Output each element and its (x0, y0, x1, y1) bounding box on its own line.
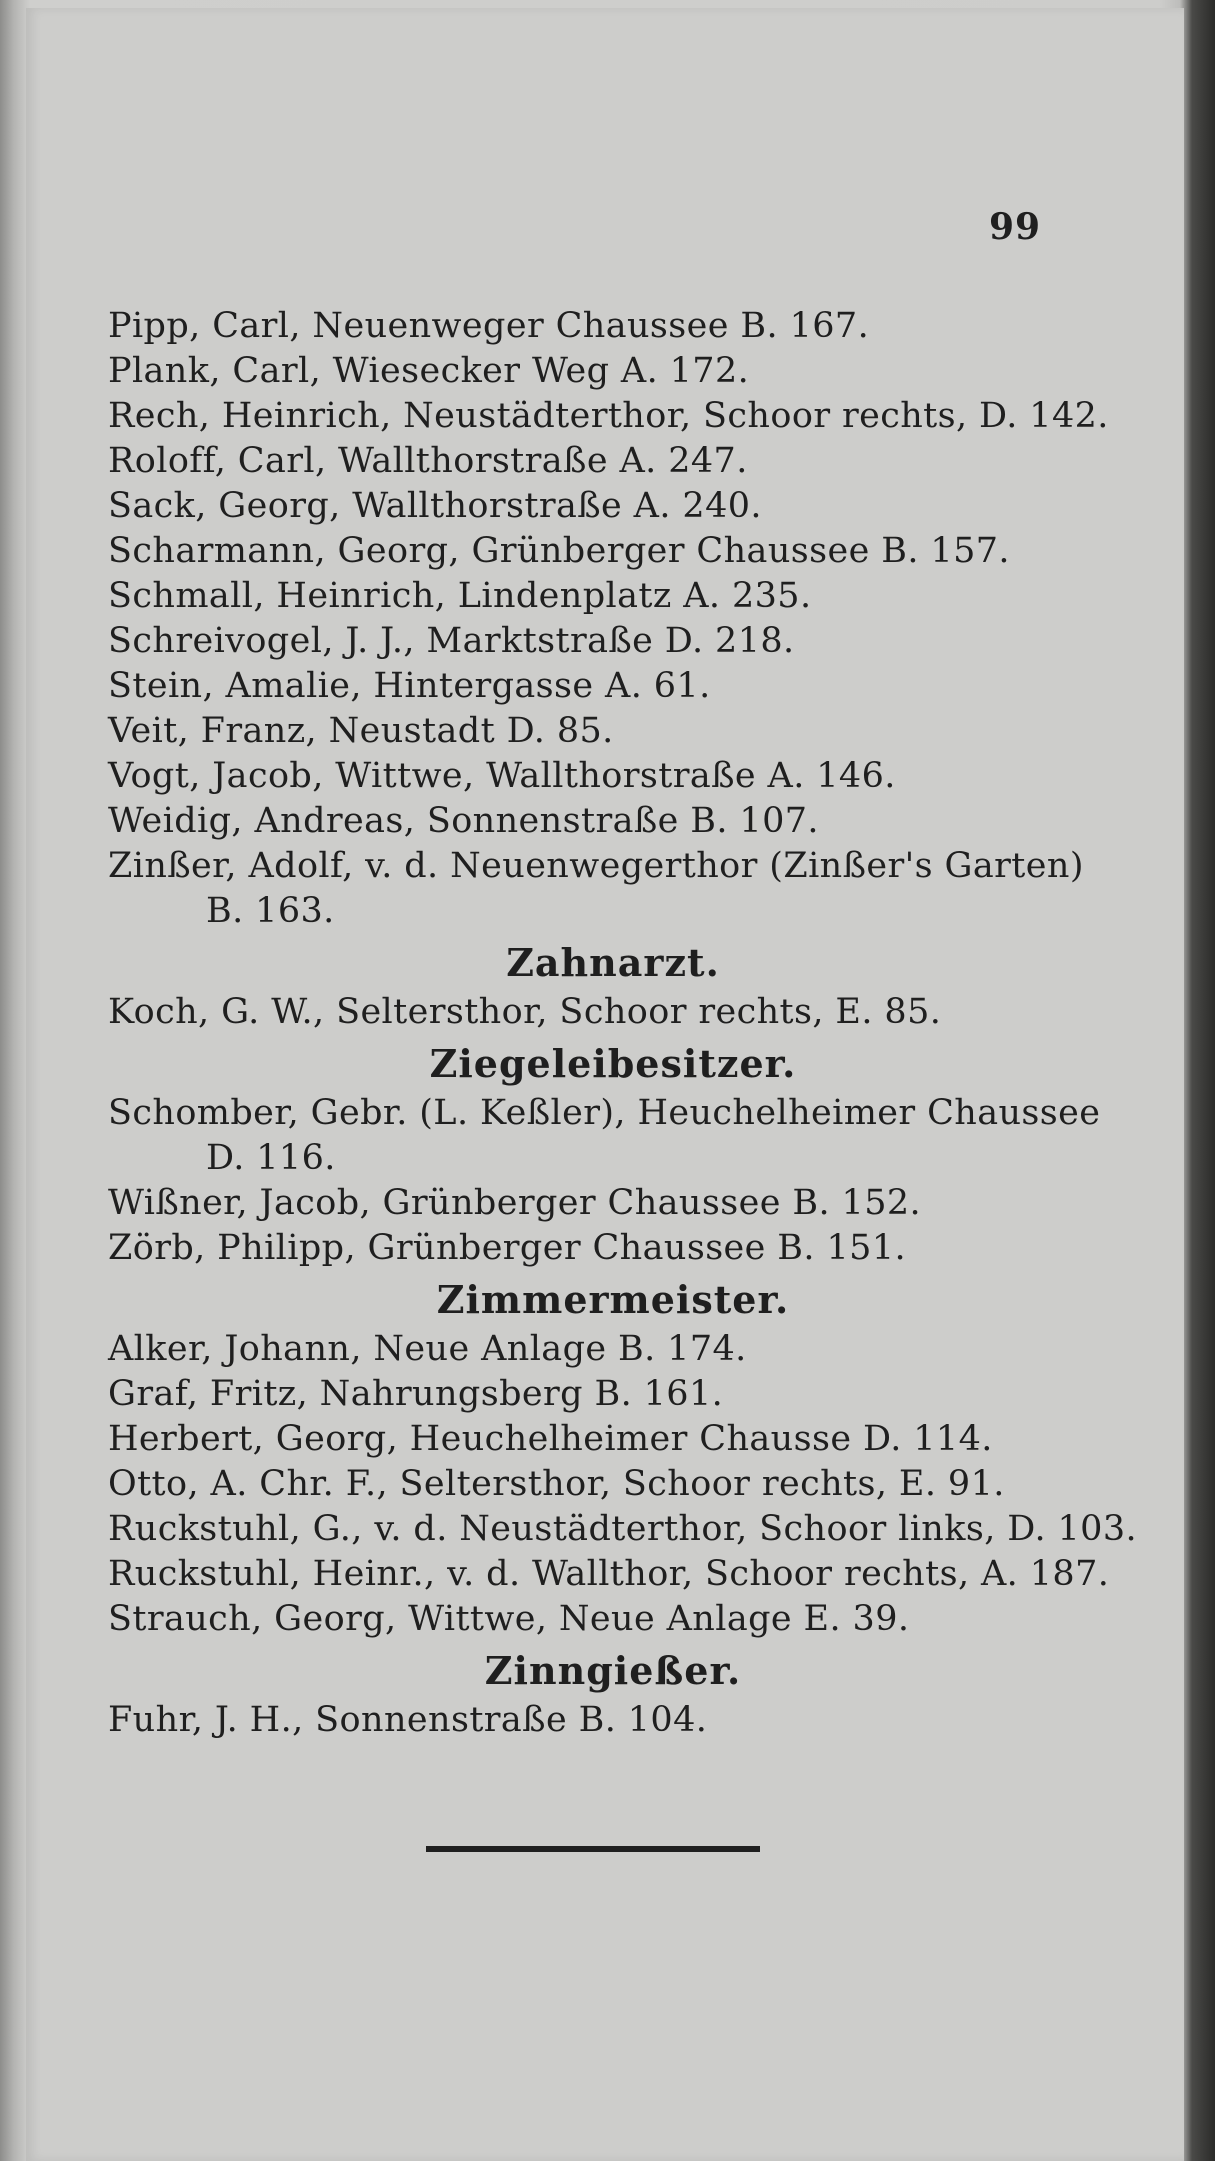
directory-entry-continuation: D. 116. (206, 1138, 336, 1178)
page-number: 99 (989, 206, 1042, 248)
directory-entry-continuation: B. 163. (206, 891, 335, 931)
section-end-rule (426, 1846, 760, 1852)
directory-entry: Rech, Heinrich, Neustädterthor, Schoor rechts, D. 142. (108, 396, 1109, 436)
directory-entry: Herbert, Georg, Heuchelheimer Chausse D. 114. (108, 1419, 993, 1459)
directory-entry: Schreivogel, J. J., Marktstraße D. 218. (108, 621, 795, 661)
directory-entry: Schomber, Gebr. (L. Keßler), Heuchelheimer Chaussee (108, 1093, 1101, 1133)
directory-entry: Vogt, Jacob, Wittwe, Wallthorstraße A. 146. (108, 756, 896, 796)
directory-entry: Ruckstuhl, G., v. d. Neustädterthor, Schoor links, D. 103. (108, 1509, 1138, 1549)
section-heading-zinngiesser: Zinngießer. (484, 1648, 742, 1693)
directory-entry: Koch, G. W., Seltersthor, Schoor rechts, E. 85. (108, 992, 942, 1032)
directory-entry: Pipp, Carl, Neuenweger Chaussee B. 167. (108, 306, 870, 346)
directory-entry: Weidig, Andreas, Sonnenstraße B. 107. (108, 801, 819, 841)
directory-entry: Wißner, Jacob, Grünberger Chaussee B. 152. (108, 1183, 922, 1223)
directory-entry: Plank, Carl, Wiesecker Weg A. 172. (108, 351, 750, 391)
book-page (26, 8, 1184, 2161)
directory-entry: Zörb, Philipp, Grünberger Chaussee B. 151. (108, 1228, 907, 1268)
directory-entry: Alker, Johann, Neue Anlage B. 174. (108, 1329, 747, 1369)
directory-entry: Fuhr, J. H., Sonnenstraße B. 104. (108, 1700, 708, 1740)
directory-entry: Zinßer, Adolf, v. d. Neuenwegerthor (Zinßer's Garten) (108, 846, 1084, 886)
directory-entry: Ruckstuhl, Heinr., v. d. Wallthor, Schoor rechts, A. 187. (108, 1554, 1110, 1594)
directory-listing (108, 304, 1138, 1743)
directory-entry: Otto, A. Chr. F., Seltersthor, Schoor rechts, E. 91. (108, 1464, 1005, 1504)
directory-entry: Roloff, Carl, Wallthorstraße A. 247. (108, 441, 748, 481)
section-heading-ziegeleibesitzer: Ziegeleibesitzer. (429, 1041, 797, 1086)
section-heading-zimmermeister: Zimmermeister. (436, 1277, 790, 1322)
directory-entry: Schmall, Heinrich, Lindenplatz A. 235. (108, 576, 812, 616)
directory-entry: Sack, Georg, Wallthorstraße A. 240. (108, 486, 762, 526)
section-heading-zahnarzt: Zahnarzt. (506, 940, 720, 985)
directory-entry: Scharmann, Georg, Grünberger Chaussee B. 157. (108, 531, 1010, 571)
directory-entry: Veit, Franz, Neustadt D. 85. (108, 711, 614, 751)
directory-entry: Strauch, Georg, Wittwe, Neue Anlage E. 39. (108, 1599, 910, 1639)
directory-entry: Graf, Fritz, Nahrungsberg B. 161. (108, 1374, 724, 1414)
directory-entry: Stein, Amalie, Hintergasse A. 61. (108, 666, 711, 706)
